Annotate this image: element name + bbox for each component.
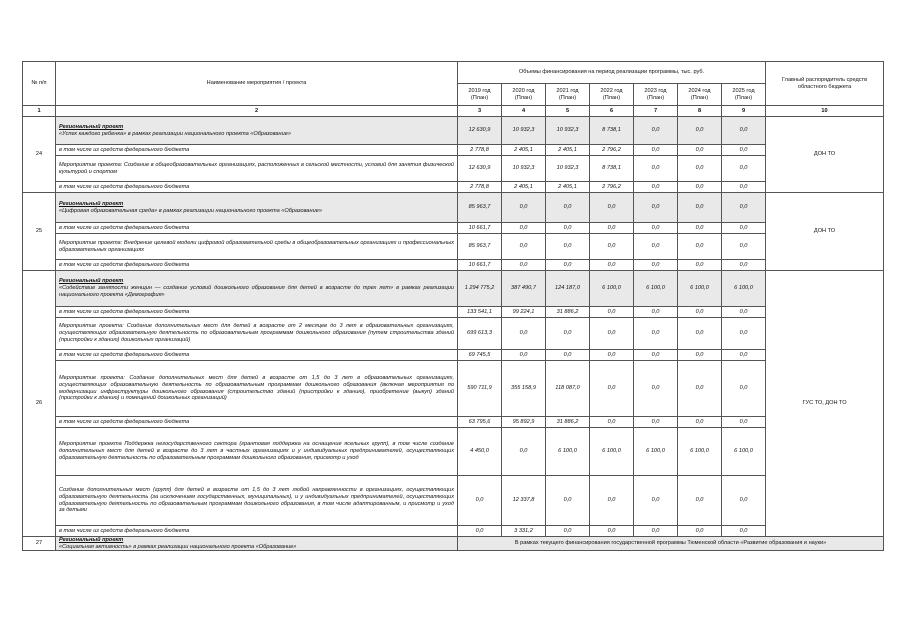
funding-value: 0,0 (502, 234, 546, 260)
activity-name (56, 234, 458, 260)
funding-value: 0,0 (722, 193, 766, 223)
activity-name (56, 537, 458, 551)
funding-value: 0,0 (678, 318, 722, 350)
funding-value: 0,0 (502, 223, 546, 234)
table-row (23, 271, 884, 307)
activity-name (56, 156, 458, 182)
column-number: 10 (766, 106, 884, 117)
funding-value: 0,0 (678, 350, 722, 361)
funding-value: 0,0 (546, 260, 590, 271)
funding-value: 6 100,0 (722, 428, 766, 476)
funding-value: 31 886,2 (546, 307, 590, 318)
column-number: 4 (502, 106, 546, 117)
table-row (23, 234, 884, 260)
activity-name (56, 350, 458, 361)
project-label: Региональный проект (59, 200, 124, 207)
table-row (23, 156, 884, 182)
funding-value: 0,0 (678, 156, 722, 182)
distributor: ДОН ТО (766, 117, 884, 193)
funding-value: 0,0 (546, 476, 590, 526)
table-row (23, 260, 884, 271)
funding-value: 0,0 (590, 234, 634, 260)
table-row (23, 361, 884, 417)
header-name: Наименование мероприятия / проекта (56, 62, 458, 106)
activity-text: Мероприятие проекта Поддержка негосударственного сектора (грантовая поддержка на оснащение ясельных групп), в том числе создание дополнительных мест для детей в возрасте до 3 лет в частных организациях и у индивидуальных предпринимателей, осуществляющих образовательную деятельность по образовательным программам дошкольного образования, присмотр и уход (59, 441, 454, 461)
funding-value: 387 490,7 (502, 271, 546, 307)
row-number: 25 (23, 193, 56, 271)
activity-name (56, 417, 458, 428)
funding-value: 2 405,1 (546, 145, 590, 156)
funding-value: 0,0 (722, 417, 766, 428)
activity-text: в том числе из средств федерального бюджета (59, 527, 190, 534)
distributor: ГУС ТО, ДОН ТО (766, 271, 884, 537)
funding-value: 6 100,0 (722, 271, 766, 307)
funding-value: 0,0 (722, 182, 766, 193)
column-number: 6 (590, 106, 634, 117)
funding-value: 0,0 (502, 350, 546, 361)
project-title: «Успех каждого ребенка» в рамках реализации национального проекта «Образование» (59, 130, 291, 137)
funding-value: 0,0 (546, 234, 590, 260)
funding-value: 0,0 (634, 318, 678, 350)
table-row (23, 476, 884, 526)
funding-value: 6 100,0 (546, 428, 590, 476)
funding-value: 133 541,1 (458, 307, 502, 318)
activity-text: Мероприятие проекта: Создание в общеобразовательных организациях, расположенных в сельской местности, условий для занятия физической культурой и спортом (59, 161, 454, 175)
header-year: 2025 год (План) (722, 84, 766, 106)
activity-name (56, 318, 458, 350)
funding-value: 0,0 (590, 361, 634, 417)
activity-text: в том числе из средств федерального бюджета (59, 146, 190, 153)
funding-value: 2 778,8 (458, 182, 502, 193)
table-row (23, 145, 884, 156)
table-row (23, 318, 884, 350)
funding-value: 0,0 (722, 145, 766, 156)
funding-value: 10 932,3 (546, 156, 590, 182)
funding-value: 0,0 (678, 193, 722, 223)
funding-value: 0,0 (678, 145, 722, 156)
activity-name (56, 271, 458, 307)
funding-value: 0,0 (678, 307, 722, 318)
merged-note: В рамках текущего финансирования государственной программы Тюменской области «Развитие образования и науки» (458, 537, 884, 551)
funding-value: 0,0 (634, 156, 678, 182)
table-row (23, 526, 884, 537)
header-year: 2023 год (План) (634, 84, 678, 106)
funding-value: 0,0 (634, 307, 678, 318)
funding-value: 0,0 (546, 223, 590, 234)
column-number: 2 (56, 106, 458, 117)
funding-value: 12 630,9 (458, 156, 502, 182)
funding-value: 2 405,1 (502, 145, 546, 156)
funding-value: 0,0 (678, 526, 722, 537)
funding-value: 0,0 (634, 145, 678, 156)
project-label: Региональный проект (59, 278, 124, 285)
funding-value: 590 711,9 (458, 361, 502, 417)
funding-table (22, 61, 884, 551)
funding-value: 0,0 (634, 223, 678, 234)
funding-value: 0,0 (634, 260, 678, 271)
project-label: Региональный проект (59, 537, 124, 543)
header-distributor: Главный распорядитель средств областного бюджета (766, 62, 884, 106)
funding-value: 699 613,3 (458, 318, 502, 350)
project-title: «Цифровая образовательная среда» в рамках реализации национального проекта «Образование» (59, 207, 322, 214)
funding-value: 0,0 (590, 417, 634, 428)
funding-value: 0,0 (634, 182, 678, 193)
funding-value: 0,0 (722, 156, 766, 182)
row-number: 26 (23, 271, 56, 537)
funding-value: 0,0 (678, 234, 722, 260)
funding-value: 0,0 (590, 318, 634, 350)
table-row (23, 417, 884, 428)
funding-value: 0,0 (634, 417, 678, 428)
activity-text: Мероприятие проекта: Создание дополнительных мест для детей в возрасте от 1,5 до 3 лет в образовательных организациях, осуществляющих образовательную деятельность по образовательным программам дошкольного образования (включая мероприятия по модернизации инфраструктуры дошкольного образования (строительство зданий (пристройки к зданию), приобретение (выкуп) зданий (пристройки к зданию) и помещений дошкольных организаций) (59, 375, 454, 402)
funding-value: 355 158,9 (502, 361, 546, 417)
table-row (23, 223, 884, 234)
activity-text: в том числе из средств федерального бюджета (59, 224, 190, 231)
project-label: Региональный проект (59, 123, 124, 130)
funding-value: 0,0 (722, 318, 766, 350)
column-number: 1 (23, 106, 56, 117)
funding-value: 0,0 (678, 417, 722, 428)
activity-text: в том числе из средств федерального бюджета (59, 183, 190, 190)
activity-text: в том числе из средств федерального бюджета (59, 351, 190, 358)
activity-text: в том числе из средств федерального бюджета (59, 308, 190, 315)
funding-value: 0,0 (678, 117, 722, 145)
funding-value: 31 886,2 (546, 417, 590, 428)
funding-value: 0,0 (546, 193, 590, 223)
activity-name (56, 476, 458, 526)
header-year: 2019 год (План) (458, 84, 502, 106)
funding-value: 8 738,1 (590, 117, 634, 145)
funding-value: 12 630,9 (458, 117, 502, 145)
funding-value: 124 187,0 (546, 271, 590, 307)
funding-value: 0,0 (458, 526, 502, 537)
column-number: 3 (458, 106, 502, 117)
header-funding: Объемы финансирования на период реализации программы, тыс. руб. (458, 62, 766, 84)
funding-value: 0,0 (590, 307, 634, 318)
activity-name (56, 223, 458, 234)
funding-value: 0,0 (634, 234, 678, 260)
funding-value: 1 294 775,2 (458, 271, 502, 307)
column-number: 7 (634, 106, 678, 117)
funding-value: 0,0 (722, 260, 766, 271)
activity-name (56, 145, 458, 156)
funding-value: 6 100,0 (634, 428, 678, 476)
activity-text: Мероприятие проекта: Создание дополнительных мест для детей в возрасте от 2 месяцев до 3 лет в образовательных организациях, осуществляющих образовательную деятельность по образовательным программам дошкольного образования (путем строительства зданий (пристройки к зданию) дошкольных организаций) (59, 323, 454, 343)
activity-name (56, 182, 458, 193)
activity-text: в том числе из средств федерального бюджета (59, 261, 190, 268)
header-number: № п/п (23, 62, 56, 106)
funding-value: 0,0 (722, 234, 766, 260)
project-title: «Содействие занятости женщин — создание условий дошкольного образования для детей в возрасте до трех лет» в рамках реализации национального проекта «Демография» (59, 285, 454, 298)
funding-value: 0,0 (590, 526, 634, 537)
activity-name (56, 428, 458, 476)
funding-value: 0,0 (722, 307, 766, 318)
funding-value: 0,0 (590, 260, 634, 271)
header-year: 2020 год (План) (502, 84, 546, 106)
funding-value: 2 796,2 (590, 182, 634, 193)
activity-text: Мероприятие проекта: Внедрение целевой модели цифровой образовательной среды в общеобразовательных организациях и профессиональных образовательных организациях (59, 239, 454, 253)
activity-name (56, 361, 458, 417)
funding-value: 6 100,0 (678, 428, 722, 476)
funding-value: 0,0 (634, 193, 678, 223)
funding-value: 0,0 (678, 260, 722, 271)
column-number: 9 (722, 106, 766, 117)
funding-value: 0,0 (590, 193, 634, 223)
funding-value: 85 963,7 (458, 193, 502, 223)
header-year: 2024 год (План) (678, 84, 722, 106)
funding-value: 10 932,3 (502, 117, 546, 145)
funding-value: 0,0 (502, 428, 546, 476)
header-year: 2022 год (План) (590, 84, 634, 106)
funding-value: 0,0 (590, 476, 634, 526)
activity-name (56, 117, 458, 145)
funding-value: 0,0 (722, 223, 766, 234)
activity-name (56, 260, 458, 271)
funding-value: 10 661,7 (458, 223, 502, 234)
distributor: ДОН ТО (766, 193, 884, 271)
funding-value: 0,0 (458, 476, 502, 526)
funding-value: 6 100,0 (590, 428, 634, 476)
funding-value: 0,0 (634, 117, 678, 145)
funding-value: 0,0 (590, 350, 634, 361)
funding-value: 0,0 (546, 526, 590, 537)
funding-value: 0,0 (678, 476, 722, 526)
activity-text: Создание дополнительных мест (групп) для детей в возрасте от 1,5 до 3 лет любой направленности в организациях, осуществляющих образовательную деятельность (за исключением государственных, муниципальных), и у индивидуальных предпринимателей, осуществляющих образовательную деятельность по образовательным программам дошкольного образования, в том числе адаптированным, и присмотр и уход за детьми (59, 487, 454, 514)
table-row (23, 117, 884, 145)
table-row (23, 193, 884, 223)
funding-value: 63 795,6 (458, 417, 502, 428)
funding-value: 0,0 (634, 476, 678, 526)
funding-value: 0,0 (678, 223, 722, 234)
funding-value: 8 738,1 (590, 156, 634, 182)
activity-name (56, 193, 458, 223)
header-year: 2021 год (План) (546, 84, 590, 106)
funding-value: 0,0 (502, 318, 546, 350)
funding-value: 0,0 (722, 361, 766, 417)
funding-value: 4 450,0 (458, 428, 502, 476)
funding-value: 0,0 (546, 350, 590, 361)
activity-name (56, 526, 458, 537)
funding-value: 0,0 (678, 182, 722, 193)
funding-value: 6 100,0 (678, 271, 722, 307)
funding-value: 0,0 (590, 223, 634, 234)
funding-value: 0,0 (678, 361, 722, 417)
activity-name (56, 307, 458, 318)
funding-value: 69 745,5 (458, 350, 502, 361)
funding-value: 2 778,8 (458, 145, 502, 156)
table-row (23, 182, 884, 193)
funding-value: 3 331,2 (502, 526, 546, 537)
row-number: 27 (23, 537, 56, 551)
funding-value: 6 100,0 (634, 271, 678, 307)
funding-value: 0,0 (634, 526, 678, 537)
funding-value: 10 932,3 (546, 117, 590, 145)
funding-value: 0,0 (546, 318, 590, 350)
table-row (23, 350, 884, 361)
funding-value: 0,0 (502, 260, 546, 271)
activity-text: в том числе из средств федерального бюджета (59, 418, 190, 425)
funding-value: 0,0 (634, 350, 678, 361)
funding-value: 10 661,7 (458, 260, 502, 271)
funding-value: 85 963,7 (458, 234, 502, 260)
project-title: «Социальная активность» в рамках реализации национального проекта «Образование» (59, 543, 297, 550)
table-row (23, 537, 884, 551)
table-row (23, 307, 884, 318)
funding-value: 0,0 (722, 476, 766, 526)
funding-value: 99 224,1 (502, 307, 546, 318)
table-row (23, 428, 884, 476)
funding-value: 95 892,9 (502, 417, 546, 428)
funding-value: 2 405,1 (546, 182, 590, 193)
funding-value: 2 796,2 (590, 145, 634, 156)
funding-value: 12 337,8 (502, 476, 546, 526)
funding-value: 6 100,0 (590, 271, 634, 307)
funding-value: 0,0 (722, 350, 766, 361)
funding-value: 0,0 (502, 193, 546, 223)
row-number: 24 (23, 117, 56, 193)
column-number: 8 (678, 106, 722, 117)
funding-value: 10 932,3 (502, 156, 546, 182)
funding-value: 0,0 (722, 117, 766, 145)
funding-value: 0,0 (722, 526, 766, 537)
funding-value: 0,0 (634, 361, 678, 417)
column-number: 5 (546, 106, 590, 117)
funding-value: 118 087,0 (546, 361, 590, 417)
funding-value: 2 405,1 (502, 182, 546, 193)
